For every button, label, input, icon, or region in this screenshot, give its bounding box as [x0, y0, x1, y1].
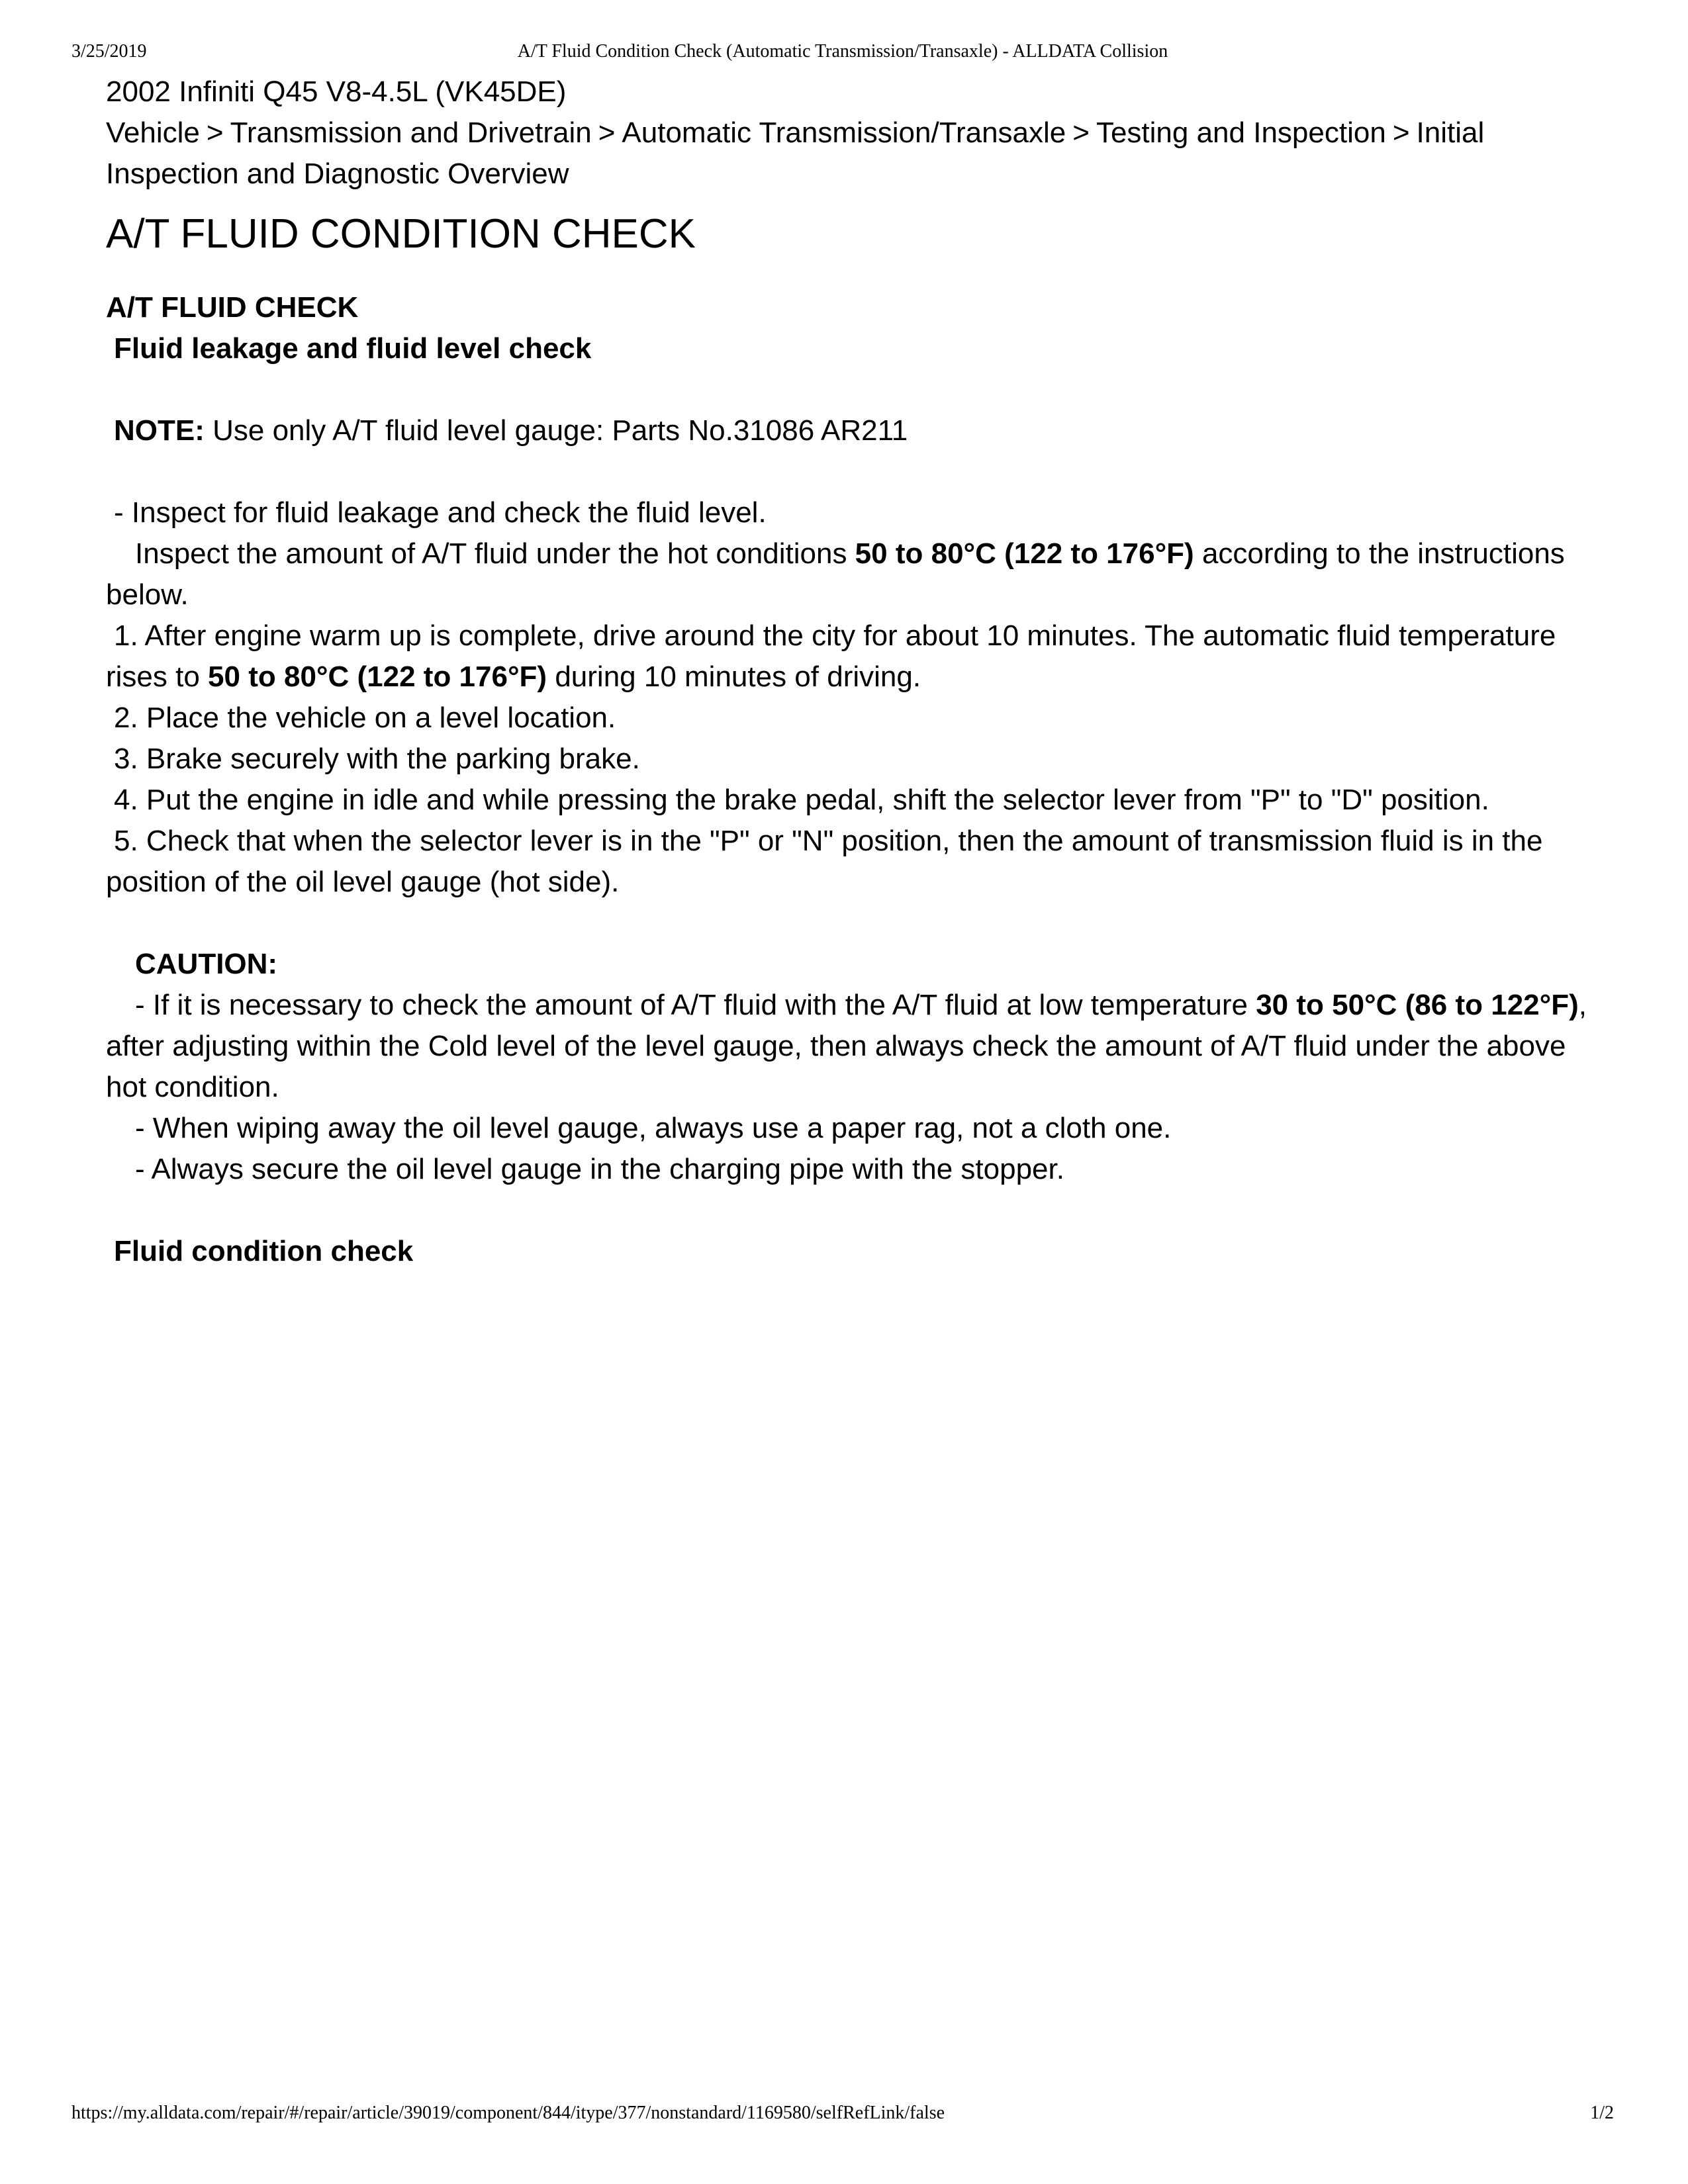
- print-page-title: A/T Fluid Condition Check (Automatic Transmission/Transaxle) - ALLDATA Collision: [517, 41, 1168, 62]
- step-4: 4. Put the engine in idle and while pressing the brake pedal, shift the selector lever from "P" to "D" position.: [114, 784, 1489, 816]
- subheading-fluid-leakage: Fluid leakage and fluid level check: [114, 332, 592, 365]
- note-text: Use only A/T fluid level gauge: Parts No.31086 AR211: [204, 414, 908, 447]
- note: [106, 410, 1609, 451]
- inspect-line: - Inspect for fluid leakage and check the fluid level.: [114, 496, 767, 529]
- inspect-hot-conditions: Inspect the amount of A/T fluid under the hot conditions 50 to 80°C (122 to 176°F) according to the instructions below.: [106, 537, 1565, 611]
- section-heading: A/T FLUID CHECK: [106, 291, 359, 324]
- breadcrumb-item-initial-inspection[interactable]: Initial Inspection and Diagnostic Overview: [106, 116, 1485, 190]
- caution-item-3: - Always secure the oil level gauge in the charging pipe with the stopper.: [135, 1153, 1064, 1185]
- page-number: 1/2: [1590, 2103, 1614, 2123]
- caution-item-1: - If it is necessary to check the amount of A/T fluid with the A/T fluid at low temperature 30 to 50°C (86 to 122°F), after adjusting within the Cold level of the level gauge, then always check the amount of A/T fluid under the above hot condition.: [106, 989, 1587, 1103]
- cold-temp-range: 30 to 50°C (86 to 122°F): [1256, 989, 1579, 1021]
- breadcrumb-separator: >: [1072, 116, 1090, 149]
- step-2: 2. Place the vehicle on a level location.: [114, 702, 616, 734]
- step-3: 3. Brake securely with the parking brake.: [114, 743, 640, 775]
- step-1-temp-range: 50 to 80°C (122 to 176°F): [208, 660, 547, 693]
- breadcrumb-item-transmission-drivetrain[interactable]: Transmission and Drivetrain: [230, 116, 592, 149]
- note-label: NOTE:: [114, 414, 205, 447]
- article-content: [106, 71, 1609, 1272]
- breadcrumb-item-automatic-transmission[interactable]: Automatic Transmission/Transaxle: [622, 116, 1066, 149]
- step-1: 1. After engine warm up is complete, drive around the city for about 10 minutes. The automatic fluid temperature rises to 50 to 80°C (122 to 176°F) during 10 minutes of driving.: [106, 619, 1556, 693]
- subheading-fluid-condition: Fluid condition check: [114, 1235, 414, 1267]
- breadcrumb-separator: >: [598, 116, 616, 149]
- page-title: A/T FLUID CONDITION CHECK: [106, 211, 696, 257]
- caution-item-2: - When wiping away the oil level gauge, always use a paper rag, not a cloth one.: [135, 1112, 1172, 1144]
- step-5: 5. Check that when the selector lever is in the "P" or "N" position, then the amount of transmission fluid is in the position of the oil level gauge (hot side).: [106, 825, 1543, 898]
- breadcrumb-separator: >: [206, 116, 224, 149]
- print-date: 3/25/2019: [71, 41, 147, 62]
- breadcrumb-item-testing-inspection[interactable]: Testing and Inspection: [1096, 116, 1386, 149]
- print-header: [71, 41, 1614, 68]
- vehicle-name: 2002 Infiniti Q45 V8-4.5L (VK45DE): [106, 75, 567, 108]
- breadcrumb: [106, 113, 1609, 195]
- hot-temp-range: 50 to 80°C (122 to 176°F): [855, 537, 1194, 570]
- print-footer: [71, 2103, 1614, 2129]
- page-url: https://my.alldata.com/repair/#/repair/article/39019/component/844/itype/377/nonstandard/1169580/selfRefLink/false: [71, 2103, 945, 2123]
- breadcrumb-item-vehicle[interactable]: Vehicle: [106, 116, 200, 149]
- breadcrumb-separator: >: [1392, 116, 1410, 149]
- caution-label: CAUTION:: [135, 948, 278, 980]
